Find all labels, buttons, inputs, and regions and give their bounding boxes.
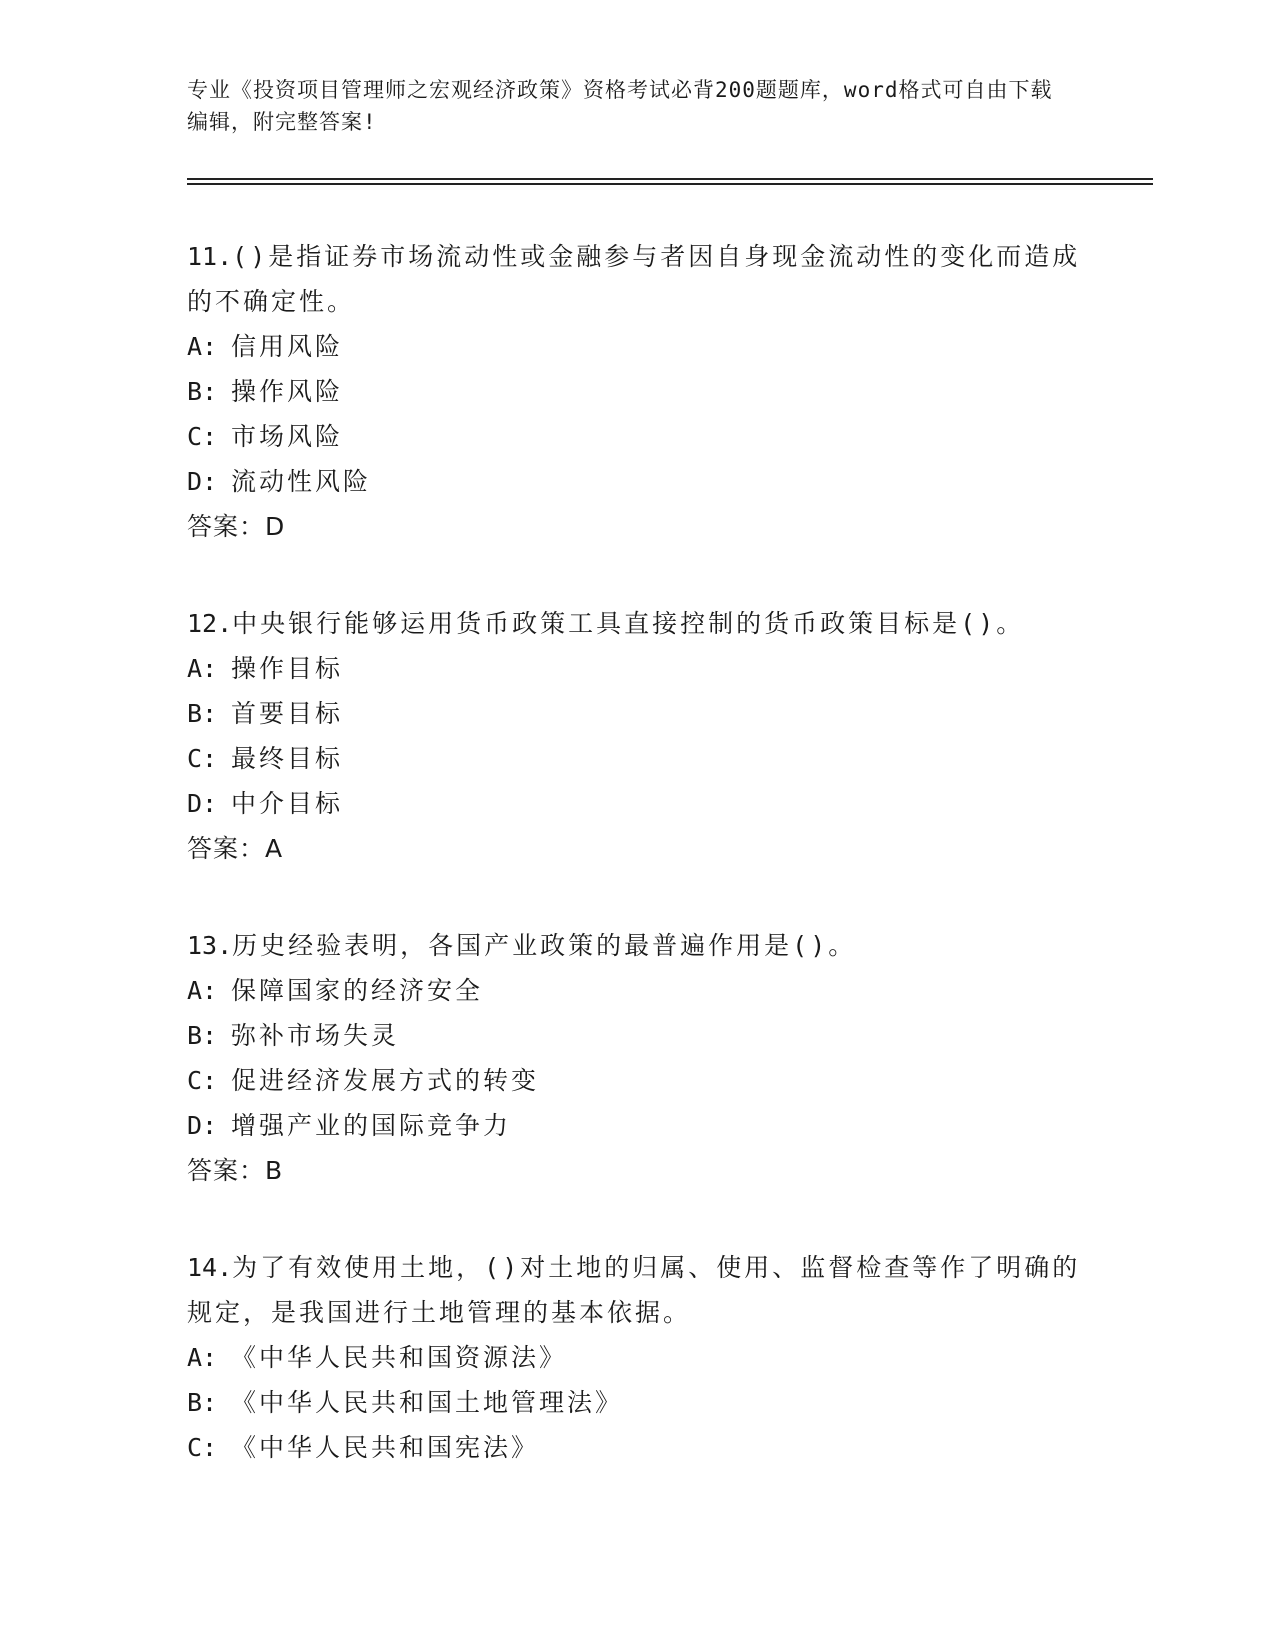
option-d	[187, 1103, 1087, 1148]
question-stem	[187, 601, 1087, 646]
option-key: C:	[187, 1066, 218, 1095]
option-c	[187, 1058, 1087, 1103]
option-c	[187, 736, 1087, 781]
option-text: 操作风险	[231, 377, 344, 406]
question-text: 为了有效使用土地，()对土地的归属、使用、监督检查等作了明确的规定，是我国进行土地管理的基本依据。	[187, 1253, 1081, 1327]
option-text: 增强产业的国际竞争力	[231, 1111, 512, 1140]
option-b	[187, 691, 1087, 736]
option-text: 《中华人民共和国宪法》	[231, 1433, 540, 1462]
option-c	[187, 1425, 1087, 1470]
question-stem	[187, 923, 1087, 968]
option-a	[187, 324, 1087, 369]
question-number: 14.	[187, 1253, 233, 1282]
answer-line: 答案：B	[187, 1156, 284, 1185]
question-14	[187, 1245, 1087, 1470]
option-d	[187, 781, 1087, 826]
option-a	[187, 968, 1087, 1013]
question-text: 中央银行能够运用货币政策工具直接控制的货币政策目标是()。	[232, 609, 1025, 638]
question-number: 13.	[187, 931, 233, 960]
option-key: A:	[187, 976, 218, 1005]
option-text: 最终目标	[231, 744, 344, 773]
option-text: 首要目标	[231, 699, 344, 728]
option-c	[187, 414, 1087, 459]
option-key: C:	[187, 422, 218, 451]
option-a	[187, 646, 1087, 691]
option-key: B:	[187, 1021, 218, 1050]
question-list	[187, 234, 1087, 1522]
option-d	[187, 459, 1087, 504]
header-divider-bottom	[187, 183, 1153, 185]
option-text: 市场风险	[231, 422, 344, 451]
question-number: 11.	[187, 242, 233, 271]
question-12	[187, 601, 1087, 871]
question-stem	[187, 1245, 1087, 1335]
option-key: B:	[187, 1388, 218, 1417]
question-number: 12.	[187, 609, 233, 638]
document-intro-text: 专业《投资项目管理师之宏观经济政策》资格考试必背200题题库，word格式可自由下载编辑，附完整答案!	[187, 78, 1053, 134]
question-13	[187, 923, 1087, 1193]
option-key: A:	[187, 332, 218, 361]
question-11	[187, 234, 1087, 549]
question-stem	[187, 234, 1087, 324]
option-text: 流动性风险	[231, 467, 372, 496]
option-text: 促进经济发展方式的转变	[231, 1066, 540, 1095]
option-b	[187, 1380, 1087, 1425]
option-b	[187, 1013, 1087, 1058]
option-text: 《中华人民共和国资源法》	[231, 1343, 568, 1372]
option-text: 《中华人民共和国土地管理法》	[231, 1388, 624, 1417]
option-key: C:	[187, 744, 218, 773]
option-a	[187, 1335, 1087, 1380]
option-text: 弥补市场失灵	[231, 1021, 400, 1050]
option-key: D:	[187, 789, 218, 818]
option-key: B:	[187, 377, 218, 406]
question-text: ()是指证券市场流动性或金融参与者因自身现金流动性的变化而造成的不确定性。	[187, 242, 1081, 316]
option-key: C:	[187, 1433, 218, 1462]
option-key: D:	[187, 467, 218, 496]
answer-line: 答案：A	[187, 834, 284, 863]
option-text: 信用风险	[231, 332, 344, 361]
option-key: B:	[187, 699, 218, 728]
document-header	[187, 74, 1067, 138]
option-key: A:	[187, 654, 218, 683]
option-text: 保障国家的经济安全	[231, 976, 484, 1005]
question-text: 历史经验表明，各国产业政策的最普遍作用是()。	[232, 931, 857, 960]
option-key: D:	[187, 1111, 218, 1140]
answer-line: 答案：D	[187, 512, 286, 541]
option-b	[187, 369, 1087, 414]
header-divider-top	[187, 178, 1153, 180]
option-key: A:	[187, 1343, 218, 1372]
option-text: 操作目标	[231, 654, 344, 683]
option-text: 中介目标	[231, 789, 344, 818]
